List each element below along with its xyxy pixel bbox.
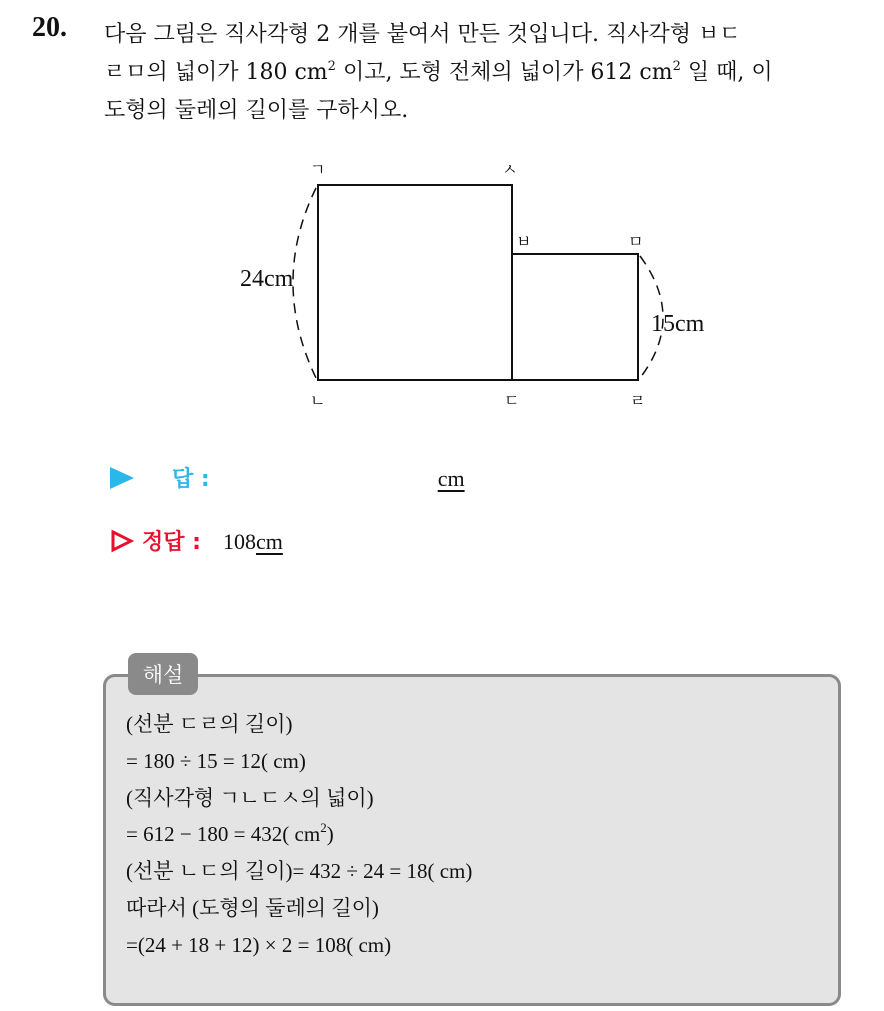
solution-line	[126, 706, 472, 743]
correct-answer-unit: cm	[255, 529, 283, 554]
correct-answer-value: 108	[222, 529, 256, 554]
vertex-label-s: ㅅ	[502, 160, 518, 179]
superscript: 2	[327, 59, 336, 74]
question-line-1	[104, 16, 864, 54]
question-text-segment: ㄹㅁ의 넓이가 180 cm	[104, 60, 328, 85]
solution-text: 따라서 (도형의 둘레의 길이)	[126, 895, 379, 920]
solution-text: (선분 ㄷㄹ의 길이)	[126, 712, 293, 736]
right-dimension-label: 15cm	[651, 311, 705, 337]
correct-answer-label: 정답 :	[142, 530, 201, 555]
solution-text: = 612 − 180 = 432( cm	[126, 822, 321, 847]
answer-label: 답 :	[172, 467, 210, 492]
solution-line	[126, 743, 472, 780]
question-line-2	[104, 54, 864, 92]
question-line-3	[104, 92, 864, 130]
question-text-segment: 도형의 둘레의 길이를 구하시오.	[104, 98, 409, 123]
solution-line	[126, 853, 472, 890]
solution-line	[126, 890, 472, 927]
solution-tag: 해설	[128, 653, 198, 695]
solution-line	[126, 780, 472, 817]
answer-row	[110, 462, 465, 493]
vertex-label-m: ㅁ	[628, 232, 644, 251]
solution-line	[126, 927, 472, 964]
vertex-label-b: ㅂ	[516, 232, 532, 251]
superscript: 2	[672, 59, 681, 74]
solution-content	[126, 706, 472, 964]
correct-answer-row	[110, 525, 283, 556]
vertex-label-n: ㄴ	[310, 391, 326, 410]
question-number: 20.	[32, 12, 67, 43]
solution-text: (선분 ㄴㄷ의 길이)= 432 ÷ 24 = 18( cm)	[126, 859, 473, 884]
solution-text: (직사각형 ㄱㄴㄷㅅ의 넓이)	[126, 785, 374, 810]
question-text	[104, 16, 864, 130]
question-text-segment: 다음 그림은 직사각형 2 개를 붙여서 만든 것입니다. 직사각형 ㅂㄷ	[104, 22, 741, 47]
vertex-label-g: ㄱ	[310, 160, 326, 179]
question-text-segment: 이고, 도형 전체의 넓이가 612 cm	[335, 60, 673, 85]
solution-text: = 180 ÷ 15 = 12( cm)	[126, 748, 306, 773]
solution-text: =(24 + 18 + 12) × 2 = 108( cm)	[126, 932, 392, 957]
geometry-figure	[230, 150, 750, 420]
question-text-segment: 일 때, 이	[680, 60, 773, 85]
left-dimension-label: 24cm	[240, 266, 294, 292]
left-dimension-arc	[293, 188, 316, 378]
outline-arrow-icon	[110, 529, 134, 553]
play-arrow-icon	[110, 467, 134, 489]
vertex-label-d: ㄷ	[504, 391, 520, 410]
solution-line	[126, 816, 472, 853]
answer-input-blank[interactable]: cm	[437, 466, 465, 491]
vertex-label-r: ㄹ	[630, 391, 646, 410]
rectangle-bdrm	[512, 254, 638, 380]
superscript: 2	[320, 820, 327, 836]
solution-text: )	[326, 822, 334, 847]
rectangle-gnds	[318, 185, 512, 380]
